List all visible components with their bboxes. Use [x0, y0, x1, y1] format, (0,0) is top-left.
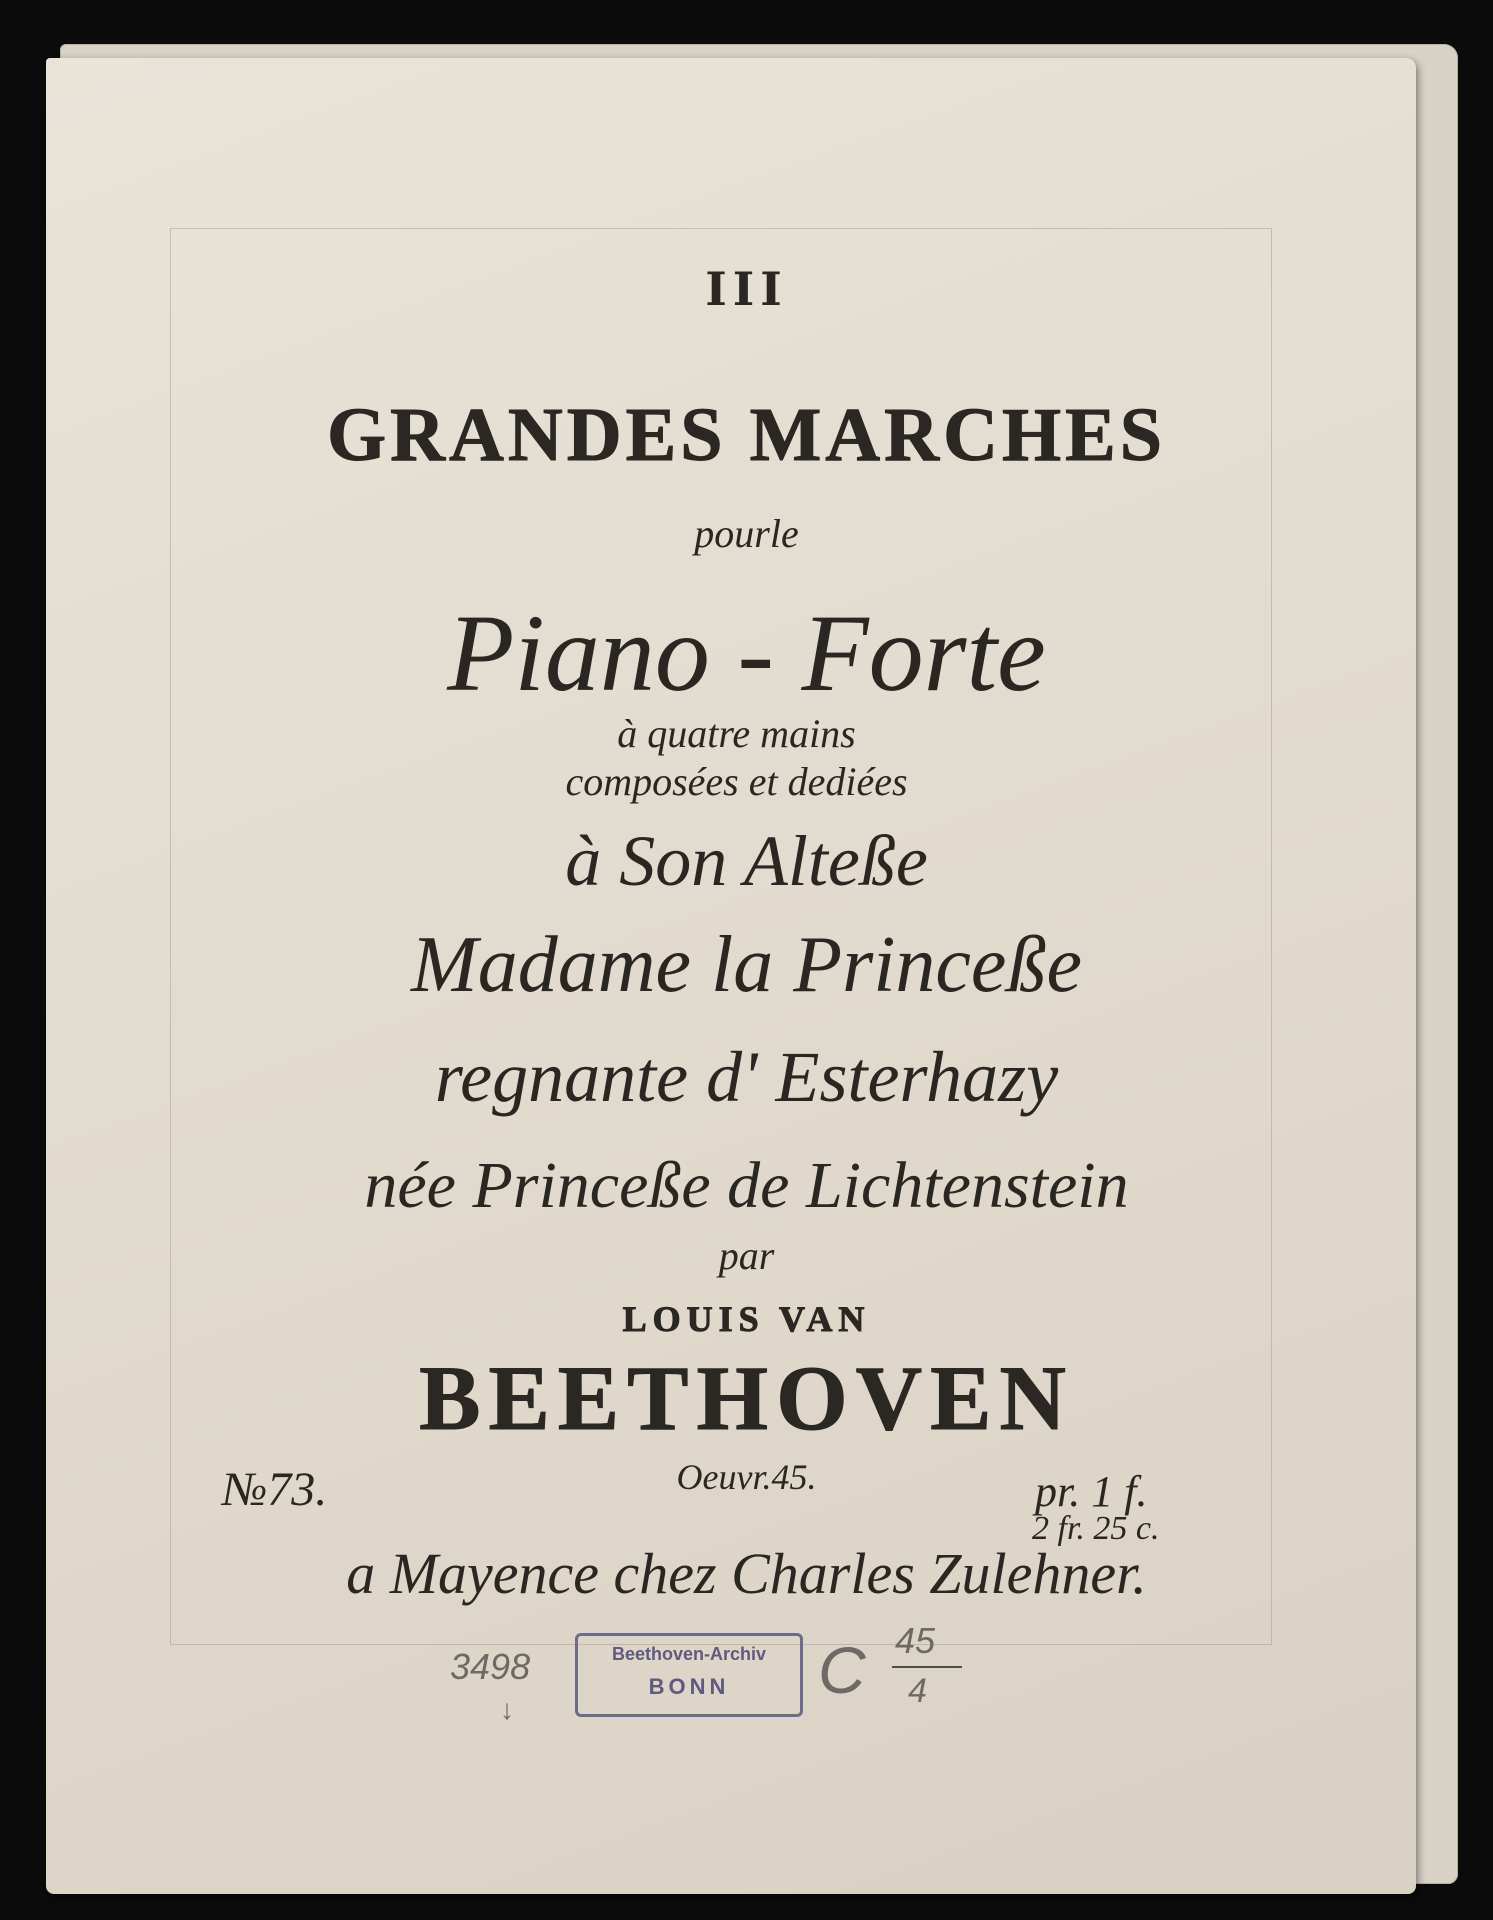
- pencil-inventory-number: 3498: [450, 1646, 531, 1687]
- shelf-fraction-top: 45: [895, 1620, 936, 1661]
- archive-stamp: [575, 1633, 803, 1717]
- opus-number: Oeuvr.45.: [676, 1457, 817, 1497]
- stamp-line-2: BONN: [648, 1674, 730, 1699]
- roman-numeral: III: [705, 262, 788, 316]
- par-text: par: [718, 1233, 775, 1278]
- price-florin: pr. 1 f.: [1035, 1467, 1148, 1516]
- price-franc: 2 fr. 25 c.: [1032, 1510, 1160, 1547]
- regnante-text: regnante d' Esterhazy: [434, 1037, 1059, 1117]
- composer-name: BEETHOVEN: [419, 1347, 1074, 1449]
- publisher-line: a Mayence chez Charles Zulehner.: [346, 1541, 1147, 1606]
- madame-text: Madame la Princeße: [411, 921, 1082, 1009]
- instrument-text: Piano - Forte: [447, 592, 1046, 714]
- stamp-line-1: Beethoven-Archiv: [611, 1644, 767, 1664]
- nee-text: née Princeße de Lichtenstein: [364, 1149, 1129, 1222]
- shelf-mark: C: [818, 1633, 866, 1707]
- work-title: GRANDES MARCHES: [326, 393, 1167, 477]
- shelf-fraction-bottom: 4: [908, 1672, 927, 1710]
- pourle-text: pourle: [694, 511, 799, 556]
- altesse-text: à Son Alteße: [565, 821, 928, 901]
- louis-van-text: LOUIS VAN: [622, 1299, 871, 1339]
- shelf-fraction-line: [892, 1666, 962, 1668]
- pencil-arrow: ↓: [500, 1694, 514, 1725]
- quatre-mains-text: à quatre mains: [617, 711, 856, 756]
- plate-number: №73.: [222, 1463, 328, 1516]
- composees-text: composées et dediées: [565, 759, 908, 804]
